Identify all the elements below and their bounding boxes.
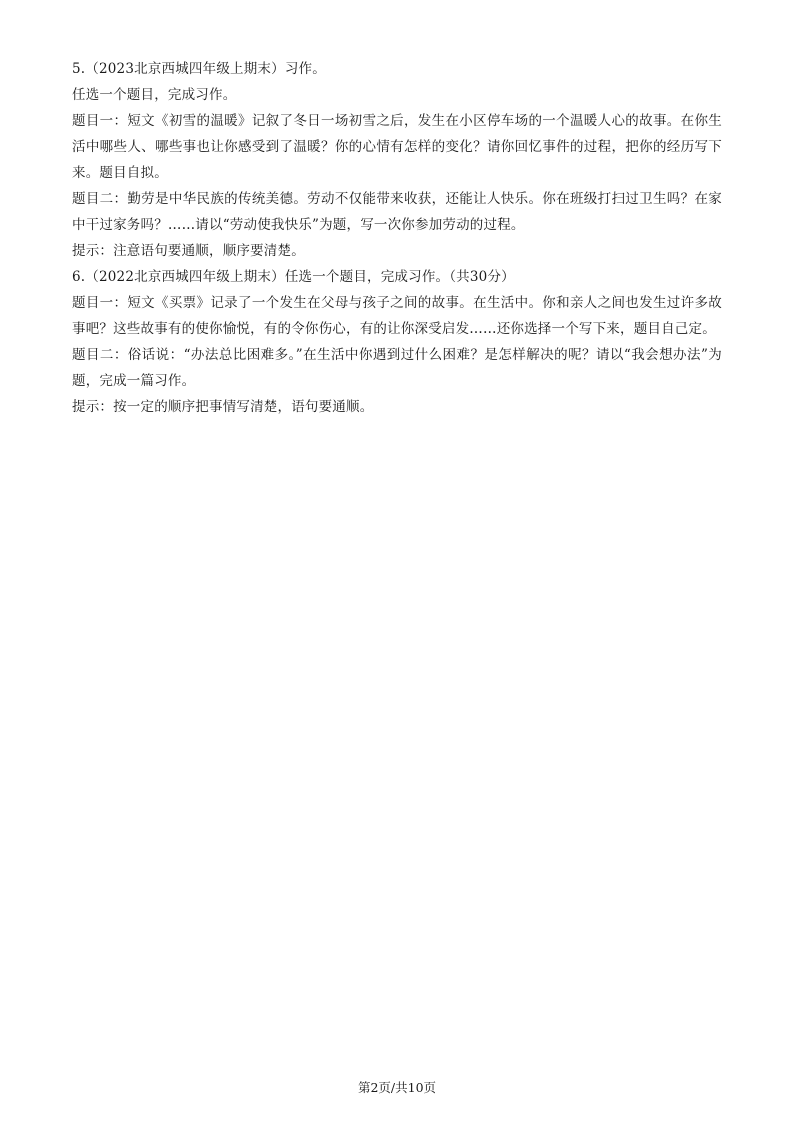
question-5-instruction: 任选一个题目，完成习作。 (72, 87, 237, 103)
question-6-topic-1: 题目一：短文《买票》记录了一个发生在父母与孩子之间的故事。在生活中。你和亲人之间也发生过许多故事吧？这些故事有的使你愉悦，有的令你伤心，有的让你深受启发……还你选择一个写下来，题目自己定。 (72, 295, 722, 337)
question-5-tip: 提示：注意语句要通顺，顺序要清楚。 (72, 243, 305, 259)
question-5-topic-2: 题目二：勤劳是中华民族的传统美德。劳动不仅能带来收获，还能让人快乐。你在班级打扫过卫生吗？在家中干过家务吗？……请以“劳动使我快乐”为题，写一次你参加劳动的过程。 (72, 191, 722, 233)
question-6-header: 6.（2022北京西城四年级上期末）任选一个题目，完成习作。（共30分） (72, 269, 515, 285)
question-5-header: 5.（2023北京西城四年级上期末）习作。 (72, 61, 326, 77)
document-body (72, 56, 722, 420)
question-6-tip: 提示：按一定的顺序把事情写清楚，语句要通顺。 (72, 399, 374, 415)
question-5-topic-1: 题目一：短文《初雪的温暖》记叙了冬日一场初雪之后，发生在小区停车场的一个温暖人心的故事。在你生活中哪些人、哪些事也让你感受到了温暖？你的心情有怎样的变化？请你回忆事件的过程，把你的经历写下来。题目自拟。 (72, 113, 722, 181)
question-6-topic-2: 题目二：俗话说：“办法总比困难多。”在生活中你遇到过什么困难？是怎样解决的呢？请以“我会想办法”为题，完成一篇习作。 (72, 347, 722, 389)
page-number-footer: 第2页/共10页 (357, 1080, 437, 1095)
